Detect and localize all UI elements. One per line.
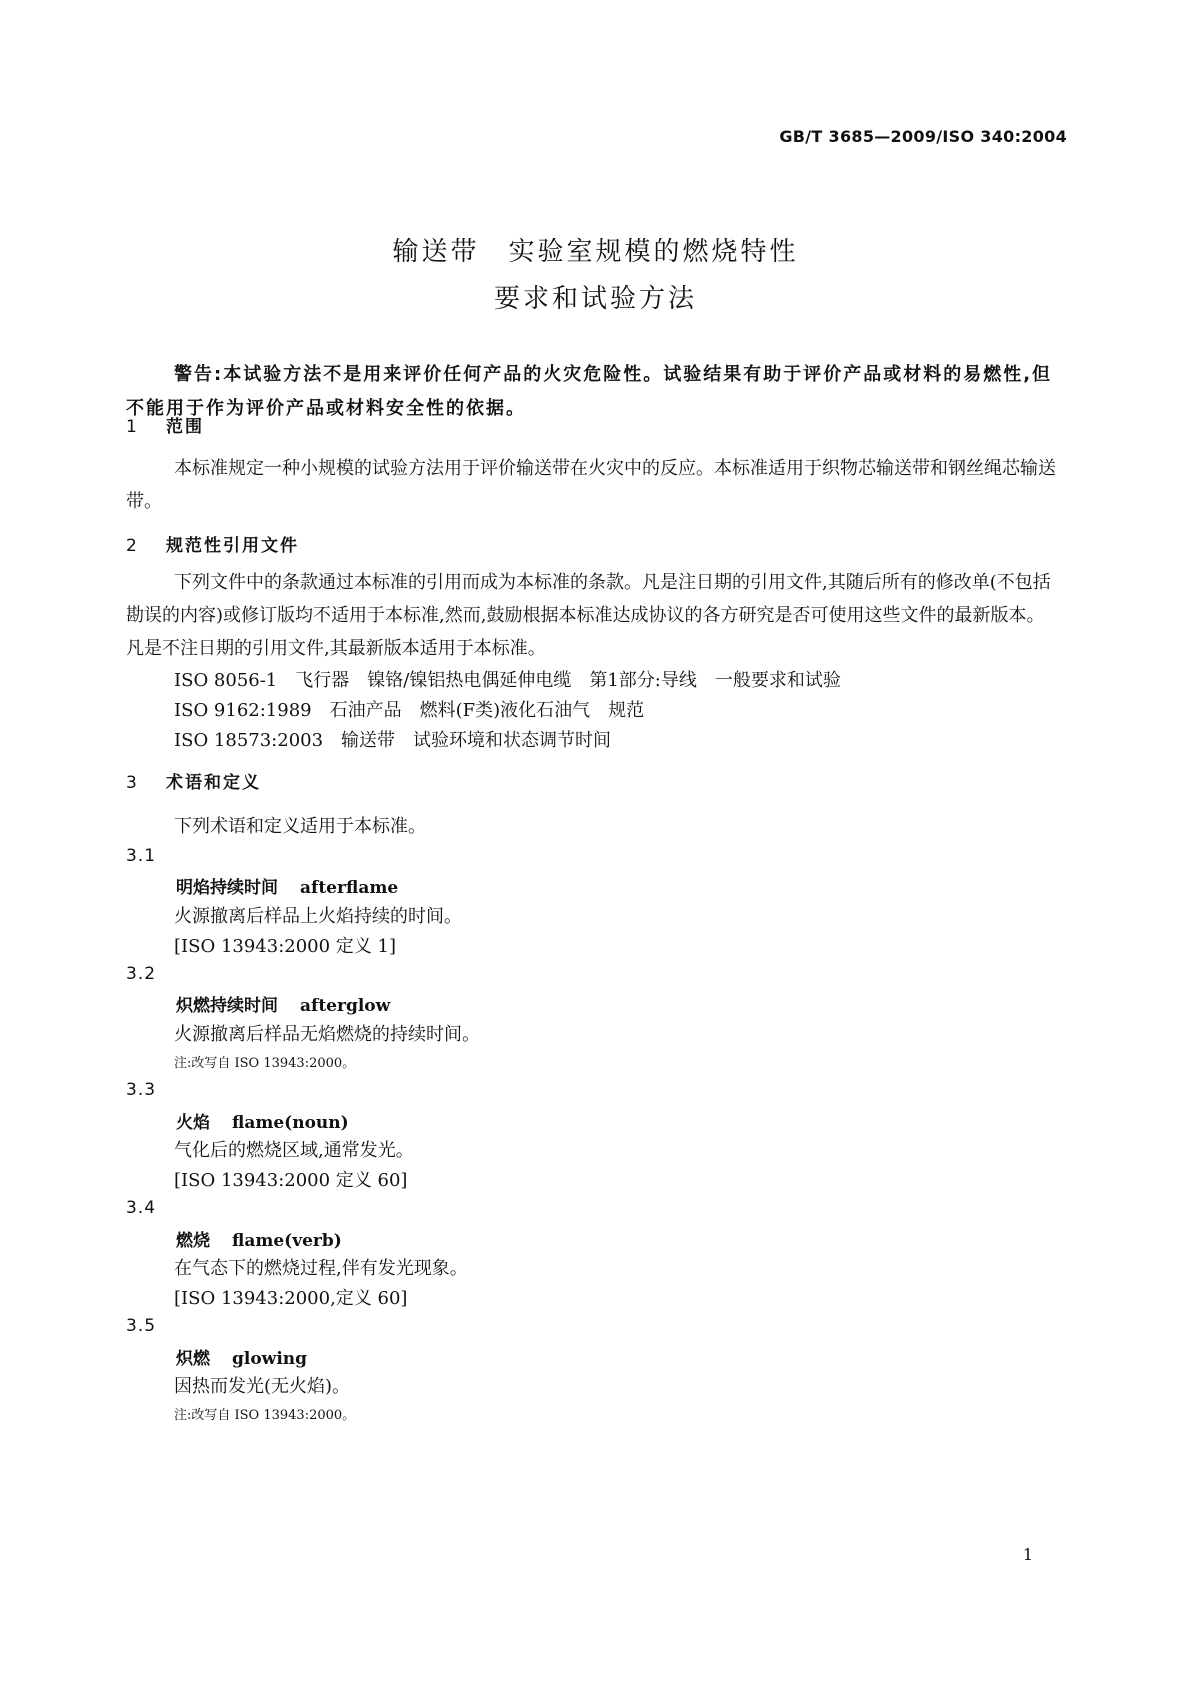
term-source: [ISO 13943:2000 定义 60]	[174, 1170, 408, 1191]
term-zh: 炽燃	[176, 1349, 210, 1369]
term-number: 3.2	[126, 964, 157, 984]
section-2-heading	[126, 531, 299, 556]
term-heading	[176, 1344, 307, 1369]
term-heading	[176, 991, 390, 1016]
term-zh: 燃烧	[176, 1231, 210, 1251]
section-3-heading	[126, 768, 261, 793]
term-number: 3.1	[126, 846, 157, 866]
section-title: 术语和定义	[166, 773, 261, 793]
term-number: 3.3	[126, 1080, 157, 1100]
term-heading	[176, 1226, 342, 1251]
term-definition: 在气态下的燃烧过程,伴有发光现象。	[174, 1258, 468, 1279]
section-3-intro: 下列术语和定义适用于本标准。	[174, 816, 426, 837]
page-number: 1	[1022, 1545, 1033, 1564]
standard-code: GB/T 3685—2009/ISO 340:2004	[779, 127, 1067, 146]
section-number: 1	[126, 417, 139, 437]
term-en: glowing	[232, 1349, 308, 1369]
term-heading	[176, 873, 398, 898]
section-1-heading	[126, 412, 204, 437]
term-number: 3.5	[126, 1316, 157, 1336]
term-heading	[176, 1108, 349, 1133]
section-2-text: 下列文件中的条款通过本标准的引用而成为本标准的条款。凡是注日期的引用文件,其随后所有的修改单(不包括勘误的内容)或修订版均不适用于本标准,然而,鼓励根据本标准达成协议的各方研究是否可使用这些文件的最新版本。凡是不注日期的引用文件,其最新版本适用于本标准。	[126, 572, 1051, 659]
reference-item: ISO 18573:2003 输送带 试验环境和状态调节时间	[174, 730, 612, 751]
term-en: afterflame	[300, 878, 399, 898]
term-en: flame(verb)	[232, 1231, 342, 1251]
term-note: 注:改写自 ISO 13943:2000。	[174, 1056, 356, 1071]
term-zh: 炽燃持续时间	[176, 996, 278, 1016]
section-1-text: 本标准规定一种小规模的试验方法用于评价输送带在火灾中的反应。本标准适用于织物芯输送带和钢丝绳芯输送带。	[126, 458, 1056, 512]
term-definition: 因热而发光(无火焰)。	[174, 1376, 351, 1397]
section-number: 3	[126, 773, 139, 793]
section-title: 范围	[166, 417, 204, 437]
term-zh: 明焰持续时间	[176, 878, 278, 898]
term-source: [ISO 13943:2000,定义 60]	[174, 1288, 408, 1309]
term-note: 注:改写自 ISO 13943:2000。	[174, 1408, 356, 1423]
term-definition: 火源撤离后样品无焰燃烧的持续时间。	[174, 1024, 480, 1045]
reference-item: ISO 9162:1989 石油产品 燃料(F类)液化石油气 规范	[174, 700, 645, 721]
term-number: 3.4	[126, 1198, 157, 1218]
term-definition: 火源撤离后样品上火焰持续的时间。	[174, 906, 462, 927]
section-title: 规范性引用文件	[166, 536, 299, 556]
title-line-1: 输送带 实验室规模的燃烧特性	[392, 237, 799, 267]
title-line-2: 要求和试验方法	[493, 284, 697, 314]
reference-item: ISO 8056-1 飞行器 镍铬/镍铝热电偶延伸电缆 第1部分:导线 一般要求和试验	[174, 670, 841, 691]
term-en: flame(noun)	[232, 1113, 349, 1133]
term-source: [ISO 13943:2000 定义 1]	[174, 936, 396, 957]
term-definition: 气化后的燃烧区域,通常发光。	[174, 1140, 414, 1161]
term-zh: 火焰	[176, 1113, 210, 1133]
section-number: 2	[126, 536, 139, 556]
term-en: afterglow	[300, 996, 391, 1016]
warning-paragraph: 警告:本试验方法不是用来评价任何产品的火灾危险性。试验结果有助于评价产品或材料的易燃性,但不能用于作为评价产品或材料安全性的依据。	[126, 364, 1053, 419]
